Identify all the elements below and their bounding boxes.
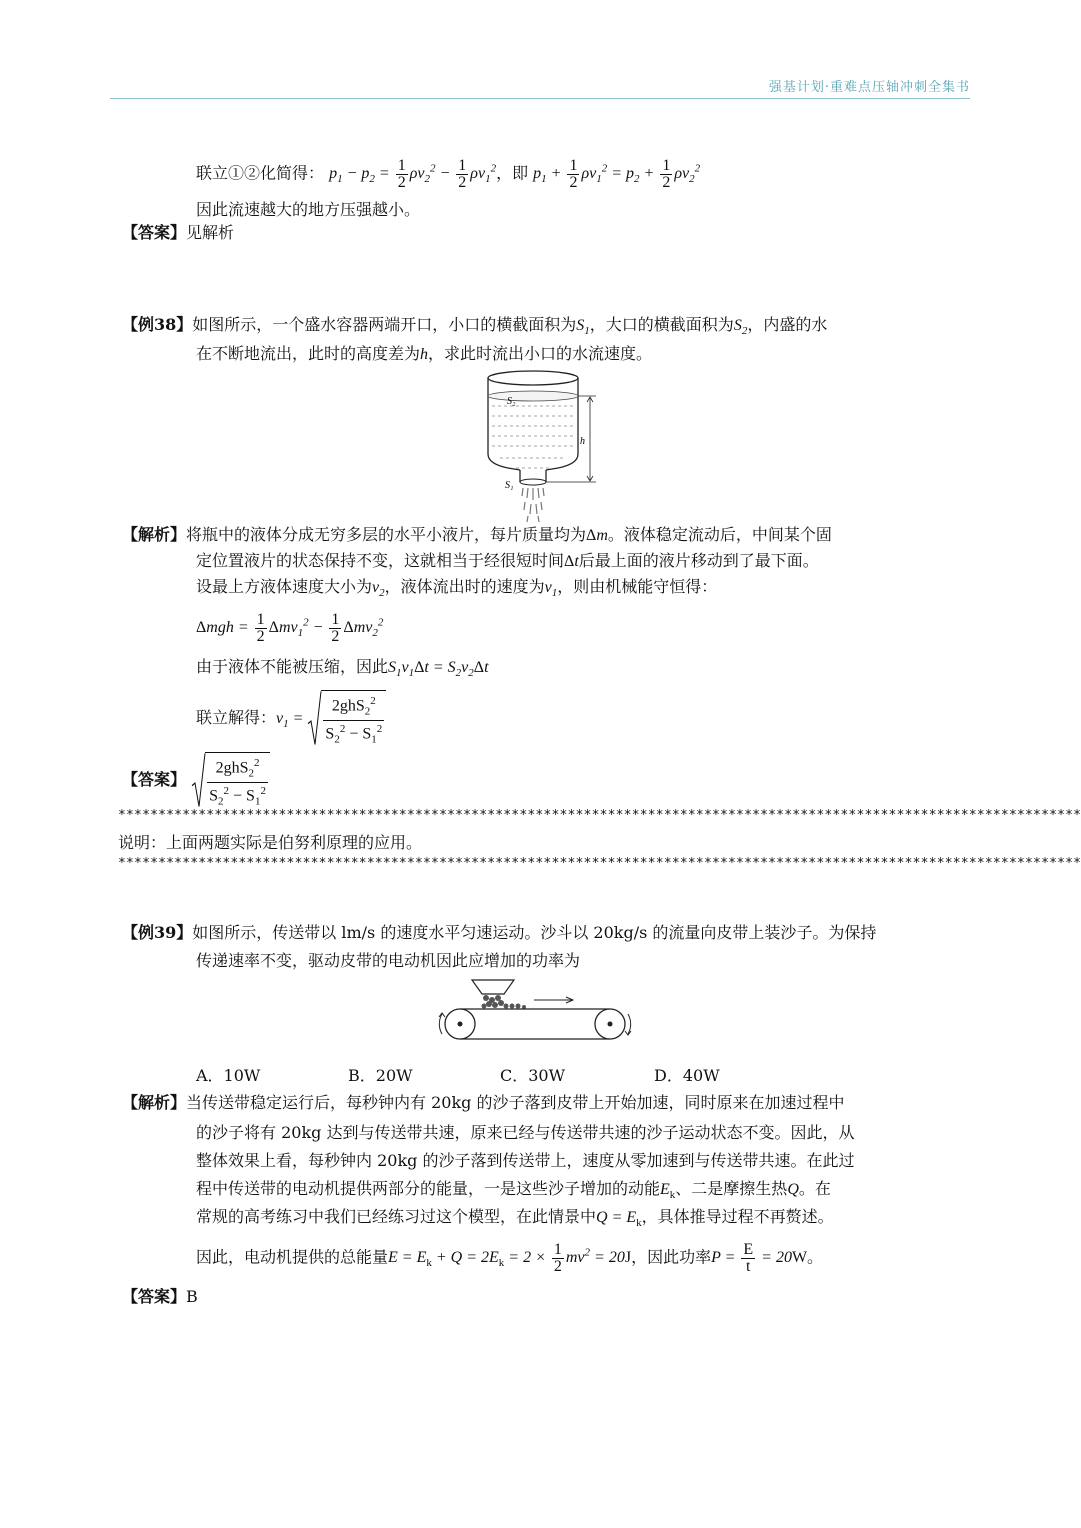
prev-equation-line: 联立①②化简得： $p_1 - p_2$ = $\frac{1}{2}$ $\rho v_2^2$ − $\frac{1}{2}$ $\rho v_1^2$，即 $p_1$ + $\frac{1}{2}$ $\rho v_1^2 = p_2$ + $\frac{1}{2}$ $\rho v_2^2$: [196, 157, 701, 192]
running-header: 强基计划·重难点压轴冲刺全集书: [768, 80, 970, 95]
ex39-analysis-line6: 因此，电动机提供的总能量$E = E_k + Q = 2E_k = 2$ × $\frac{1}{2}$ $mv^2 = 20J$，因此功率P = $\frac{E}{t}$ = 20W。: [196, 1241, 824, 1276]
label-h: h: [580, 436, 585, 447]
sqrt-expression: $\frac{2ghS_2^2}{S_2^2 - S_1^2}$: [307, 690, 386, 747]
header-divider: [110, 98, 970, 99]
ex38-answer: 【答案】 $\frac{2ghS_2^2}{S_2^2 - S_1^2}$: [122, 752, 270, 809]
option-a[interactable]: A．10W: [196, 1066, 261, 1085]
label-s1: S₁: [505, 480, 514, 491]
continuity-line: 由于液体不能被压缩，因此$S_1v_1\Delta t = S_2v_2\Delta t$: [196, 657, 489, 680]
star-divider-top: ************************************************************************************************************************: [118, 808, 1081, 823]
ex39-answer: 【答案】B: [122, 1287, 198, 1306]
ex39-analysis-line3: 整体效果上看，每秒钟内 20kg 的沙子落到传送带上，速度从零加速到与传送带共速。在此过: [196, 1151, 855, 1170]
ex39-analysis-line5: 常规的高考练习中我们已经练习过这个模型，在此情景中$Q = E_k$，具体推导过程不再赘述。: [196, 1207, 834, 1230]
bernoulli-result: $p_1$ + $\frac{1}{2}$ $\rho v_1^2 = p_2$ + $\frac{1}{2}$ $\rho v_2^2$: [533, 157, 701, 192]
note-text: 说明：上面两题实际是伯努利原理的应用。: [118, 833, 423, 852]
ex39-analysis-line2: 的沙子将有 20kg 达到与传送带共速，原来已经与传送带共速的沙子运动状态不变。因此，从: [196, 1123, 855, 1142]
label-s2: S₂: [507, 396, 516, 407]
ex39-analysis-line1: 【解析】当传送带稳定运行后，每秒钟内有 20kg 的沙子落到皮带上开始加速，同时原来在加速过程中: [122, 1093, 845, 1112]
ex39-analysis-line4: 程中传送带的电动机提供两部分的能量，一是这些沙子增加的动能$E_k$、二是摩擦生热Q。在: [196, 1179, 831, 1202]
answer-sqrt-expression: $\frac{2ghS_2^2}{S_2^2 - S_1^2}$: [191, 752, 270, 809]
bernoulli-derivation: $p_1 - p_2$ = $\frac{1}{2}$ $\rho v_2^2$ − $\frac{1}{2}$ $\rho v_1^2$: [329, 157, 497, 192]
option-b[interactable]: B．20W: [348, 1066, 413, 1085]
water-container-figure: [478, 364, 608, 526]
ex38-question-line1: 【例38】如图所示，一个盛水容器两端开口，小口的横截面积为$S_1$，大口的横截面积为$S_2$，内盛的水: [122, 315, 828, 338]
solution-line: 联立解得：$v_1$ = $\frac{2ghS_2^2}{S_2^2 - S_1^2}$: [196, 690, 386, 747]
ex38-question-line2: 在不断地流出，此时的高度差为h，求此时流出小口的水流速度。: [196, 344, 653, 363]
prev-answer: 【答案】见解析: [122, 223, 235, 242]
conveyor-belt-figure: [434, 976, 640, 1052]
prev-conclusion: 因此流速越大的地方压强越小。: [196, 200, 421, 219]
option-d[interactable]: D．40W: [654, 1066, 720, 1085]
ex39-question-line1: 【例39】如图所示，传送带以 lm/s 的速度水平匀速运动。沙斗以 20kg/s 的流量向皮带上装沙子。为保持: [122, 923, 877, 942]
ex39-question-line2: 传递速率不变，驱动皮带的电动机因此应增加的功率为: [196, 951, 581, 970]
ex38-analysis-line2: 定位置液片的状态保持不变，这就相当于经很短时间Δt后最上面的液片移动到了最下面。: [196, 551, 819, 570]
ex38-analysis-line3: 设最上方液体速度大小为$v_2$，液体流出时的速度为$v_1$，则由机械能守恒得：: [196, 577, 718, 600]
option-c[interactable]: C．30W: [500, 1066, 566, 1085]
ex38-analysis-line1: 【解析】将瓶中的液体分成无穷多层的水平小液片，每片质量均为Δm。液体稳定流动后，中间某个固: [122, 525, 832, 544]
star-divider-bottom: ************************************************************************************************************************: [118, 856, 1081, 871]
energy-conservation-equation: Δmgh = $\frac{1}{2}$ Δmv$_1^2$ − $\frac{1}{2}$ Δmv$_2^2$: [196, 611, 384, 646]
